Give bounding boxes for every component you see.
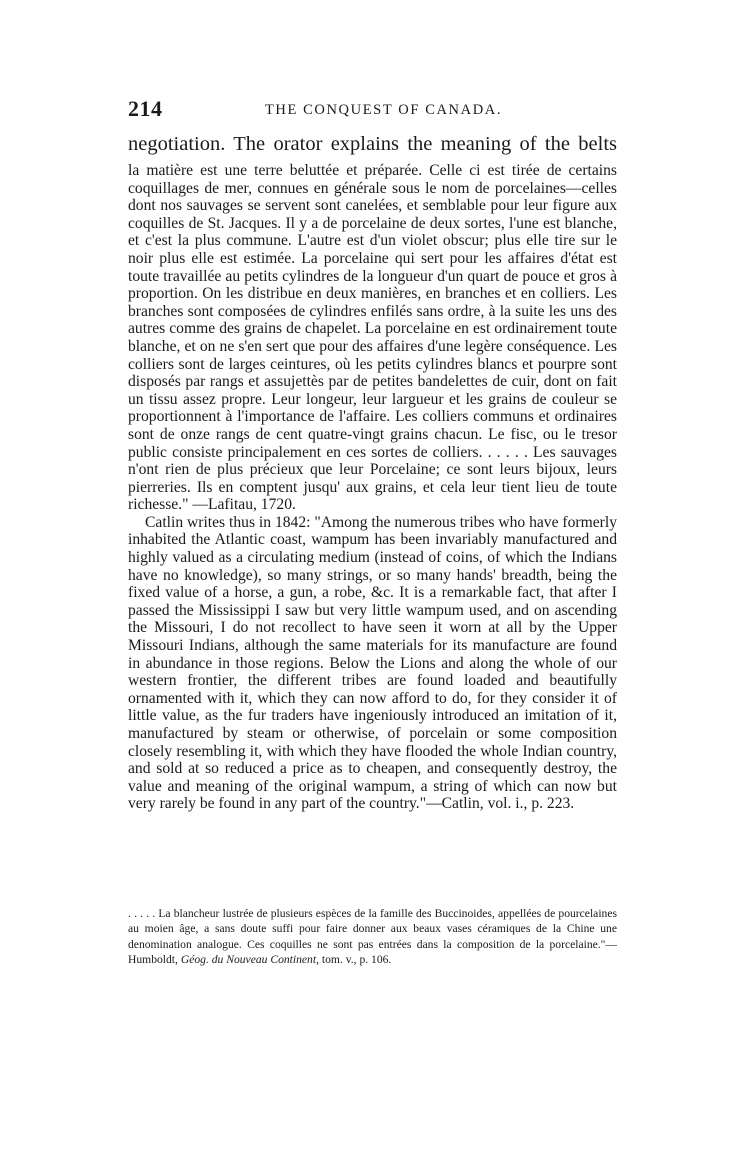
page-header bbox=[128, 96, 615, 126]
footnote-text: . . . . . La blancheur lustrée de plusieurs espèces de la famille des Buccinoides, appellées de pourcelaines au moien âge, a sans doute suffi pour faire donner aux beaux vases céramiques de la Chine une denomination analogue. Ces coquilles ne sont pas entrées dans la composition de la porcelaine."—Humboldt, bbox=[128, 907, 617, 967]
footnote bbox=[128, 906, 617, 968]
footnote-source-tail: tom. v., p. 106. bbox=[318, 953, 392, 967]
footnote-source-title: Géog. du Nouveau Continent, bbox=[180, 953, 319, 967]
note-body bbox=[128, 162, 617, 813]
french-quotation: la matière est une terre beluttée et préparée. Celle ci est tirée de certains coquillages de mer, connues en générale sous le nom de porcelaines—celles dont nos sauvages se servent sont canelées, et semblable pour leur figure aux coquilles de St. Jacques. Il y a de porcelaine de deux sortes, l'une est blanche, et c'est la plus commune. L'autre est d'un violet obscur; plus elle tire sur le noir plus elle est estimée. La porcelaine qui sert pour les affaires d'état est toute travaillée au petits cylindres de la longueur d'un quart de pouce et gros à proportion. On les distribue en deux manières, en branches et en colliers. Les branches sont composées de cylindres enfilés sans ordre, à la suite les uns des autres comme des grains de chapelet. La porcelaine en est ordinairement toute blanche, et on ne s'en sert que pour des affaires d'une legère conséquence. Les colliers sont de larges ceintures, où les petits cylindres blancs et pourpre sont disposés par rangs et assujettès par de petites bandelettes de cuir, dont on fait un tissu assez propre. Leur longeur, leur largueur et les grains de couleur se proportionnent à l'importance de l'affaire. Les colliers communs et ordinaires sont de onze rangs de cent quatre-vingt grains chacun. Le fisc, ou le tresor public consiste principalement en ces sortes de colliers. . . . . . Les sauvages n'ont rien de plus précieux que leur Porcelaine; ce sont leurs bijoux, leurs pierreries. Ils en comptent jusqu' aux grains, et cela leur tient lieu de toute richesse." —Lafitau, 1720. bbox=[128, 162, 617, 514]
page-number: 214 bbox=[128, 96, 163, 121]
catlin-paragraph: Catlin writes thus in 1842: "Among the numerous tribes who have formerly inhabited the Atlantic coast, wampum has been invariably manufactured and highly valued as a circulating medium (instead of coins, of which the Indians have no knowledge), so many strings, or so many hands' breadth, being the fixed value of a horse, a gun, a robe, &c. It is a remarkable fact, that after I passed the Mississippi I saw but very little wampum used, and on ascending the Missouri, I do not recollect to have seen it worn at all by the Upper Missouri Indians, although the same materials for its manufacture are found in abundance in those regions. Below the Lions and along the whole of our western frontier, the different tribes are found loaded and beautifully ornamented with it, which they can now afford to do, for they consider it of little value, as the fur traders have ingeniously introduced an imitation of it, manufactured by steam or otherwise, of porcelain or some composition closely resembling it, with which they have flooded the whole Indian country, and sold at so reduced a price as to cheapen, and consequently destroy, the value and meaning of the original wampum, a string of which can now but very rarely be found in any part of the country."—Catlin, vol. i., p. 223. bbox=[128, 513, 617, 813]
lead-line: negotiation. The orator explains the meaning of the belts bbox=[128, 133, 617, 155]
running-title: THE CONQUEST OF CANADA. bbox=[264, 102, 503, 118]
